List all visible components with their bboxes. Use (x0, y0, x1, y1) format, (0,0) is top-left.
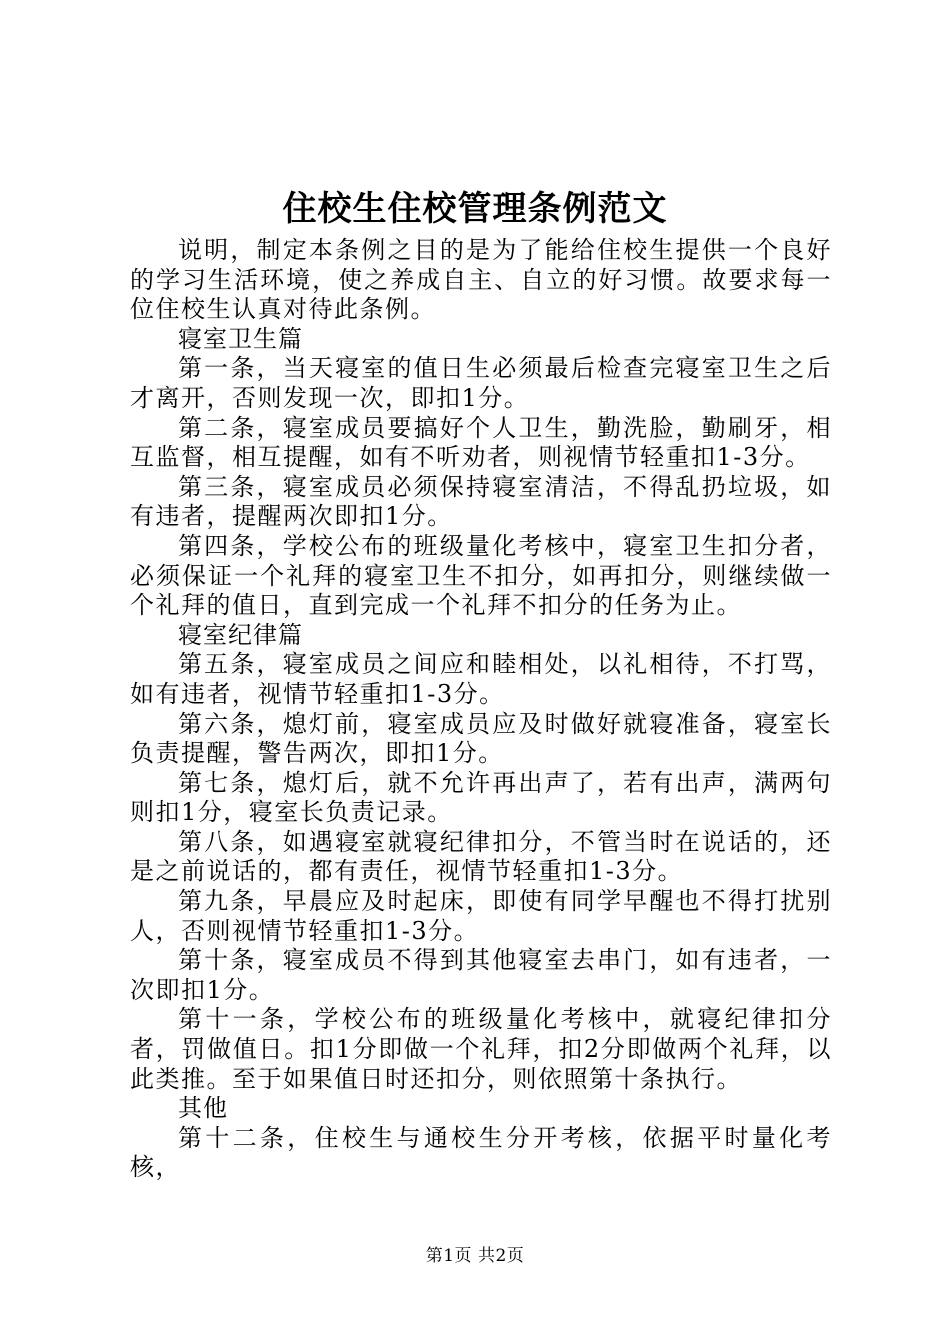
article-9: 第九条，早晨应及时起床，即使有同学早醒也不得打扰别人，否则视情节轻重扣1-3分。 (130, 887, 832, 945)
page-footer: 第1页 共2页 (425, 1246, 525, 1266)
article-1: 第一条，当天寝室的值日生必须最后检查完寝室卫生之后才离开，否则发现一次，即扣1分。 (130, 354, 832, 412)
document-title: 住校生住校管理条例范文 (282, 189, 668, 229)
section-heading-discipline: 寝室纪律篇 (178, 620, 303, 649)
article-12: 第十二条，住校生与通校生分开考核，依据平时量化考核， (130, 1123, 832, 1182)
article-5: 第五条，寝室成员之间应和睦相处，以礼相待，不打骂，如有违者，视情节轻重扣1-3分。 (130, 650, 832, 708)
article-4: 第四条，学校公布的班级量化考核中，寝室卫生扣分者，必须保证一个礼拜的寝室卫生不扣分，如再扣分，则继续做一个礼拜的值日，直到完成一个礼拜不扣分的任务为止。 (130, 531, 832, 620)
article-11: 第十一条，学校公布的班级量化考核中，就寝纪律扣分者，罚做值日。扣1分即做一个礼拜，扣2分即做两个礼拜，以此类推。至于如果值日时还扣分，则依照第十条执行。 (130, 1005, 832, 1093)
article-3: 第三条，寝室成员必须保持寝室清洁，不得乱扔垃圾，如有违者，提醒两次即扣1分。 (130, 472, 832, 531)
article-6: 第六条，熄灯前，寝室成员应及时做好就寝准备，寝室长负责提醒，警告两次，即扣1分。 (130, 709, 832, 768)
section-heading-other: 其他 (178, 1094, 228, 1123)
intro-paragraph: 说明，制定本条例之目的是为了能给住校生提供一个良好的学习生活环境，使之养成自主、自立的好习惯。故要求每一位住校生认真对待此条例。 (130, 236, 832, 324)
section-heading-hygiene: 寝室卫生篇 (178, 324, 303, 353)
article-10: 第十条，寝室成员不得到其他寝室去串门，如有违者，一次即扣1分。 (130, 946, 832, 1004)
article-2: 第二条，寝室成员要搞好个人卫生，勤洗脸，勤刷牙，相互监督，相互提醒，如有不听劝者，则视情节轻重扣1-3分。 (130, 413, 832, 472)
article-7: 第七条，熄灯后，就不允许再出声了，若有出声，满两句则扣1分，寝室长负责记录。 (130, 768, 832, 827)
document-body (130, 236, 832, 1183)
article-8: 第八条，如遇寝室就寝纪律扣分，不管当时在说话的，还是之前说话的，都有责任，视情节轻重扣1-3分。 (130, 827, 832, 886)
